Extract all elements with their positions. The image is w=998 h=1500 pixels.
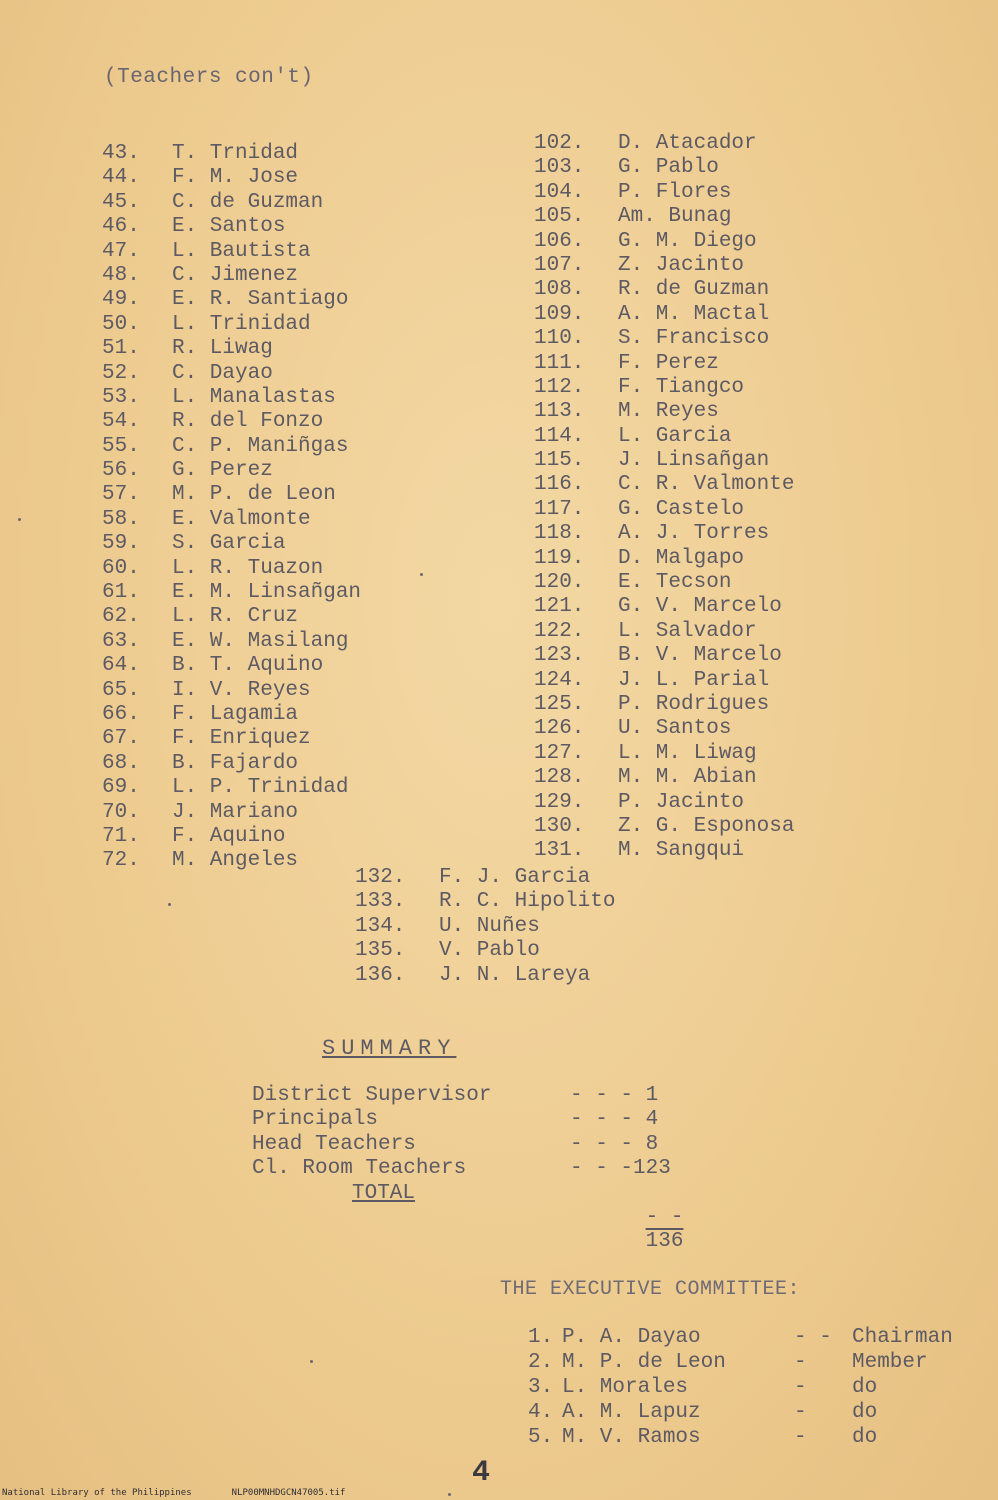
list-number: 72. [102,849,140,873]
teacher-name: M. Angeles [172,849,299,873]
list-number: 123. [534,644,585,668]
list-number: 110. [534,327,585,351]
teacher-row [534,791,794,815]
member-role: do [852,1401,878,1424]
teacher-name: G. M. Diego [618,229,757,253]
teacher-name: M. Sangqui [618,839,745,863]
teacher-name: R. C. Hipolito [439,890,616,914]
list-number: 107. [534,253,585,277]
teacher-row [355,866,615,890]
teacher-row [102,459,361,483]
teacher-name: J. Mariano [172,800,299,824]
member-role: do [852,1376,878,1399]
teacher-row [102,191,361,215]
summary-value: - - - 4 [570,1108,659,1132]
teacher-row [102,630,361,654]
list-number: 106. [534,229,585,253]
list-number: 56. [102,459,140,483]
list-number: 63. [102,629,140,653]
teacher-row [534,766,794,790]
teacher-row [102,386,361,410]
list-number: 128. [534,766,585,790]
list-number: 69. [102,776,140,800]
teacher-row [102,215,361,239]
list-number: 118. [534,522,585,546]
member-separator: - [794,1376,807,1399]
teacher-name: S. Garcia [172,532,286,556]
teacher-name: F. M. Jose [172,166,299,190]
teacher-name: F. Perez [618,351,719,375]
teacher-name: Am. Bunag [618,205,732,229]
list-number: 122. [534,619,585,643]
teacher-row [102,727,361,751]
summary-table [252,1084,690,1254]
teacher-row [102,410,361,434]
teacher-row [534,620,794,644]
list-number: 46. [102,215,140,239]
teacher-row [102,752,361,776]
list-number: 132. [355,866,406,889]
teacher-name: C. de Guzman [172,190,324,214]
teacher-row [534,376,794,400]
teacher-row [534,717,794,741]
member-name: M. P. de Leon [562,1351,726,1374]
list-number: 52. [102,361,140,385]
teacher-row [102,166,361,190]
teacher-name: F. Tiangco [618,375,745,399]
list-number: 121. [534,595,585,619]
teacher-name: J. L. Parial [618,668,770,692]
member-separator: - [794,1351,807,1374]
page-number: 4 [472,1456,491,1490]
list-number: 108. [534,278,585,302]
teacher-name: E. M. Linsañgan [172,581,362,605]
list-number: 51. [102,337,140,361]
teacher-row [102,605,361,629]
teacher-row [102,435,361,459]
summary-total-dashes: - - [645,1205,684,1229]
summary-label: Principals [252,1108,379,1132]
list-number: 58. [102,507,140,531]
teacher-row [534,156,794,180]
teacher-row [102,801,361,825]
teacher-name: L. Bautista [172,239,311,263]
list-number: 124. [534,668,585,692]
member-number: 4. [528,1401,554,1424]
summary-row [252,1084,690,1108]
teacher-row [534,693,794,717]
list-number: 57. [102,483,140,507]
list-number: 70. [102,800,140,824]
list-number: 127. [534,741,585,765]
teacher-row [102,557,361,581]
teacher-name: B. V. Marcelo [618,644,782,668]
teacher-list-middle [355,866,615,988]
summary-value: - - - 1 [570,1084,659,1107]
teacher-name: J. Linsañgan [618,449,770,473]
teacher-list-right [534,132,794,864]
teacher-name: I. V. Reyes [172,678,311,702]
teacher-row [355,915,615,939]
teacher-row [102,240,361,264]
list-number: 65. [102,678,140,702]
teacher-name: A. M. Mactal [618,302,770,326]
member-name: A. M. Lapuz [562,1401,701,1424]
teacher-name: S. Francisco [618,327,770,351]
teacher-name: L. Salvador [618,619,757,643]
footer-filename: NLP00MNHDGCN47005.tif [231,1488,346,1498]
teacher-row [534,522,794,546]
teacher-row [534,473,794,497]
teacher-row [102,703,361,727]
teacher-row [102,532,361,556]
member-name: M. V. Ramos [562,1426,701,1449]
teacher-name: M. P. de Leon [172,483,336,507]
teacher-name: U. Nuñes [439,914,540,938]
teacher-row [534,132,794,156]
teacher-row [534,571,794,595]
summary-title: SUMMARY [322,1036,457,1061]
summary-row [252,1108,690,1132]
list-number: 48. [102,263,140,287]
teacher-name: L. P. Trinidad [172,776,349,800]
teacher-row [102,362,361,386]
teacher-name: P. Rodrigues [618,692,770,716]
teacher-name: F. J. Garcia [439,866,591,889]
teacher-row [102,288,361,312]
teacher-name: R. Liwag [172,337,273,361]
teacher-row [355,964,615,988]
footer-library: National Library of the Philippines [2,1488,192,1498]
list-number: 54. [102,410,140,434]
summary-total-value: 136 [645,1230,684,1254]
teacher-name: L. Trinidad [172,312,311,336]
committee-member [528,1425,953,1450]
list-number: 62. [102,605,140,629]
teacher-row [102,483,361,507]
committee-member [528,1375,953,1400]
teacher-name: E. W. Masilang [172,629,349,653]
list-number: 61. [102,581,140,605]
teacher-name: J. N. Lareya [439,963,591,987]
teacher-row [534,644,794,668]
list-number: 116. [534,473,585,497]
list-number: 109. [534,302,585,326]
list-number: 53. [102,385,140,409]
teacher-name: P. Jacinto [618,790,745,814]
teacher-row [534,425,794,449]
teacher-row [534,205,794,229]
list-number: 120. [534,571,585,595]
summary-row [252,1157,690,1181]
member-separator: - [794,1426,807,1449]
teacher-name: L. M. Liwag [618,741,757,765]
teacher-row [534,547,794,571]
summary-value: - - -123 [570,1157,671,1181]
list-number: 55. [102,434,140,458]
member-name: L. Morales [562,1376,689,1399]
teacher-name: L. R. Cruz [172,605,299,629]
member-role: do [852,1426,878,1449]
teacher-row [102,313,361,337]
teacher-row [534,181,794,205]
list-number: 119. [534,546,585,570]
teacher-name: D. Malgapo [618,546,745,570]
teacher-row [102,337,361,361]
teacher-name: F. Lagamia [172,702,299,726]
teacher-row [534,254,794,278]
teacher-name: B. Fajardo [172,751,299,775]
teacher-row [534,400,794,424]
teacher-row [355,939,615,963]
member-role: Chairman [852,1326,953,1349]
teacher-row [534,839,794,863]
list-number: 105. [534,205,585,229]
teacher-row [102,825,361,849]
teacher-name: G. Castelo [618,497,745,521]
list-number: 59. [102,532,140,556]
paper-speck [168,903,171,906]
summary-label: District Supervisor [252,1084,492,1107]
teacher-row [534,815,794,839]
teacher-row [534,498,794,522]
teacher-name: C. Dayao [172,361,273,385]
teacher-row [102,264,361,288]
paper-speck [420,573,423,576]
teacher-row [102,776,361,800]
teacher-row [102,581,361,605]
list-number: 111. [534,351,585,375]
list-number: 64. [102,654,140,678]
teacher-row [102,654,361,678]
teacher-name: E. Santos [172,215,286,239]
teacher-name: L. R. Tuazon [172,556,324,580]
list-number: 125. [534,692,585,716]
teacher-name: V. Pablo [439,939,540,963]
list-number: 114. [534,424,585,448]
teacher-name: G. Perez [172,459,273,483]
list-number: 66. [102,702,140,726]
teacher-list-left [102,142,361,874]
teacher-name: M. Reyes [618,400,719,424]
teacher-name: F. Aquino [172,824,286,848]
teacher-row [102,508,361,532]
member-number: 3. [528,1376,554,1399]
summary-row [252,1133,690,1157]
member-role: Member [852,1351,928,1374]
teacher-name: F. Enriquez [172,727,311,751]
member-separator: - - [794,1326,832,1349]
list-number: 47. [102,239,140,263]
teacher-name: R. del Fonzo [172,410,324,434]
teacher-row [534,449,794,473]
list-number: 103. [534,156,585,180]
teacher-row [534,327,794,351]
teacher-name: M. M. Abian [618,766,757,790]
paper-speck [448,1493,451,1496]
teacher-name: T. Trnidad [172,142,299,165]
teacher-row [355,890,615,914]
teacher-name: G. V. Marcelo [618,595,782,619]
list-number: 134. [355,914,406,938]
list-number: 104. [534,180,585,204]
teacher-name: R. de Guzman [618,278,770,302]
list-number: 126. [534,717,585,741]
teacher-name: U. Santos [618,717,732,741]
teacher-name: C. Jimenez [172,263,299,287]
paper-speck [310,1360,313,1363]
committee-title: THE EXECUTIVE COMMITTEE: [500,1278,801,1301]
teacher-name: L. Garcia [618,424,732,448]
list-number: 102. [534,132,585,155]
committee-member [528,1400,953,1425]
committee-member [528,1325,953,1350]
list-number: 113. [534,400,585,424]
summary-total-row [252,1181,690,1254]
teacher-row [534,230,794,254]
list-number: 136. [355,963,406,987]
teacher-name: L. Manalastas [172,385,336,409]
list-number: 117. [534,497,585,521]
list-number: 43. [102,142,140,165]
teacher-row [534,669,794,693]
committee-member [528,1350,953,1375]
list-number: 115. [534,449,585,473]
list-number: 133. [355,890,406,914]
teacher-name: E. Tecson [618,571,732,595]
paper-speck [18,518,21,521]
list-number: 44. [102,166,140,190]
list-number: 131. [534,839,585,863]
list-number: 129. [534,790,585,814]
summary-value: - - - 8 [570,1132,659,1156]
teacher-row [534,595,794,619]
page-header: (Teachers con't) [104,66,314,89]
list-number: 112. [534,375,585,399]
teacher-row [534,352,794,376]
summary-label: Cl. Room Teachers [252,1157,467,1181]
member-name: P. A. Dayao [562,1326,701,1349]
list-number: 60. [102,556,140,580]
teacher-name: C. R. Valmonte [618,473,795,497]
teacher-name: B. T. Aquino [172,654,324,678]
teacher-name: A. J. Torres [618,522,770,546]
teacher-name: P. Flores [618,180,732,204]
teacher-row [102,142,361,166]
teacher-name: Z. Jacinto [618,253,745,277]
summary-total-label: TOTAL [352,1181,416,1205]
teacher-row [534,278,794,302]
member-number: 5. [528,1426,554,1449]
teacher-row [102,849,361,873]
list-number: 45. [102,190,140,214]
summary-label: Head Teachers [252,1132,416,1156]
list-number: 130. [534,814,585,838]
teacher-name: C. P. Maniñgas [172,434,349,458]
teacher-name: Z. G. Esponosa [618,814,795,838]
teacher-name: G. Pablo [618,156,719,180]
list-number: 68. [102,751,140,775]
list-number: 67. [102,727,140,751]
teacher-name: D. Atacador [618,132,757,155]
committee-list [528,1325,953,1450]
teacher-name: E. R. Santiago [172,288,349,312]
teacher-row [534,742,794,766]
member-number: 1. [528,1326,554,1349]
member-number: 2. [528,1351,554,1374]
teacher-row [102,679,361,703]
list-number: 50. [102,312,140,336]
teacher-name: E. Valmonte [172,507,311,531]
footer [2,1488,345,1498]
member-separator: - [794,1401,807,1424]
teacher-row [534,303,794,327]
list-number: 71. [102,824,140,848]
list-number: 135. [355,939,406,963]
list-number: 49. [102,288,140,312]
